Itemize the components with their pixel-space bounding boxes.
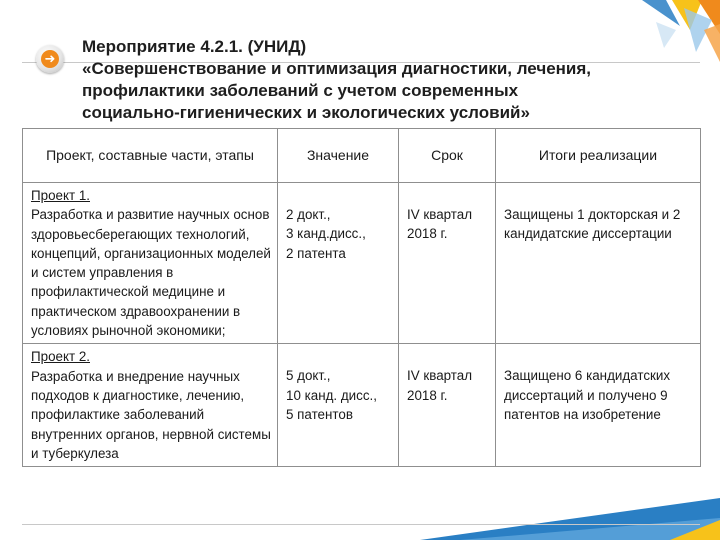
project-cell xyxy=(23,344,278,467)
term-text: IV квартал 2018 г. xyxy=(407,368,473,403)
title-line-4: социально-гигиенических и экологических условий» xyxy=(82,103,530,122)
value-cell xyxy=(278,183,399,344)
project-heading: Проект 2. xyxy=(31,349,90,365)
header-project: Проект, составные части, этапы xyxy=(23,129,278,183)
title-line-2: «Совершенствование и оптимизация диагностики, лечения, xyxy=(82,59,592,78)
project-description: Разработка и развитие научных основ здоровьесберегающих технологий, концепций, организационных моделей и систем управления в профилактической медицине и практическом здравоохранении в условиях рыночной экономики; xyxy=(31,207,271,339)
header-term: Срок xyxy=(399,129,496,183)
bottom-divider xyxy=(22,524,700,525)
page-title xyxy=(82,36,682,124)
term-cell xyxy=(399,344,496,467)
value-line: 5 докт., xyxy=(286,368,331,384)
result-cell xyxy=(496,183,701,344)
term-cell xyxy=(399,183,496,344)
header-value: Значение xyxy=(278,129,399,183)
project-description: Разработка и внедрение научных подходов к диагностике, лечению, профилактике заболеваний внутренних органов, нервной системы и туберкулеза xyxy=(31,368,271,461)
bottom-decoration xyxy=(420,490,720,540)
result-text: Защищены 1 докторская и 2 кандидатские диссертации xyxy=(504,207,681,242)
bullet-badge xyxy=(36,45,64,73)
title-line-1: Мероприятие 4.2.1. (УНИД) xyxy=(82,37,307,56)
value-line: 5 патентов xyxy=(286,406,353,422)
table-row xyxy=(23,183,701,344)
value-line: 10 канд. дисс., xyxy=(286,387,377,403)
table-row xyxy=(23,344,701,467)
header-result: Итоги реализации xyxy=(496,129,701,183)
value-line: 2 патента xyxy=(286,245,346,261)
value-line: 2 докт., xyxy=(286,207,331,222)
value-line: 3 канд.дисс., xyxy=(286,226,366,242)
projects-table xyxy=(22,128,701,467)
result-cell xyxy=(496,344,701,467)
table-header-row xyxy=(23,129,701,183)
value-cell xyxy=(278,344,399,467)
arrow-right-icon: ➜ xyxy=(41,50,59,68)
project-heading: Проект 1. xyxy=(31,188,90,203)
result-text: Защищено 6 кандидатских диссертаций и получено 9 патентов на изобретение xyxy=(504,368,671,422)
term-text: IV квартал 2018 г. xyxy=(407,207,473,242)
project-cell xyxy=(23,183,278,344)
title-line-3: профилактики заболеваний с учетом современных xyxy=(82,81,519,100)
